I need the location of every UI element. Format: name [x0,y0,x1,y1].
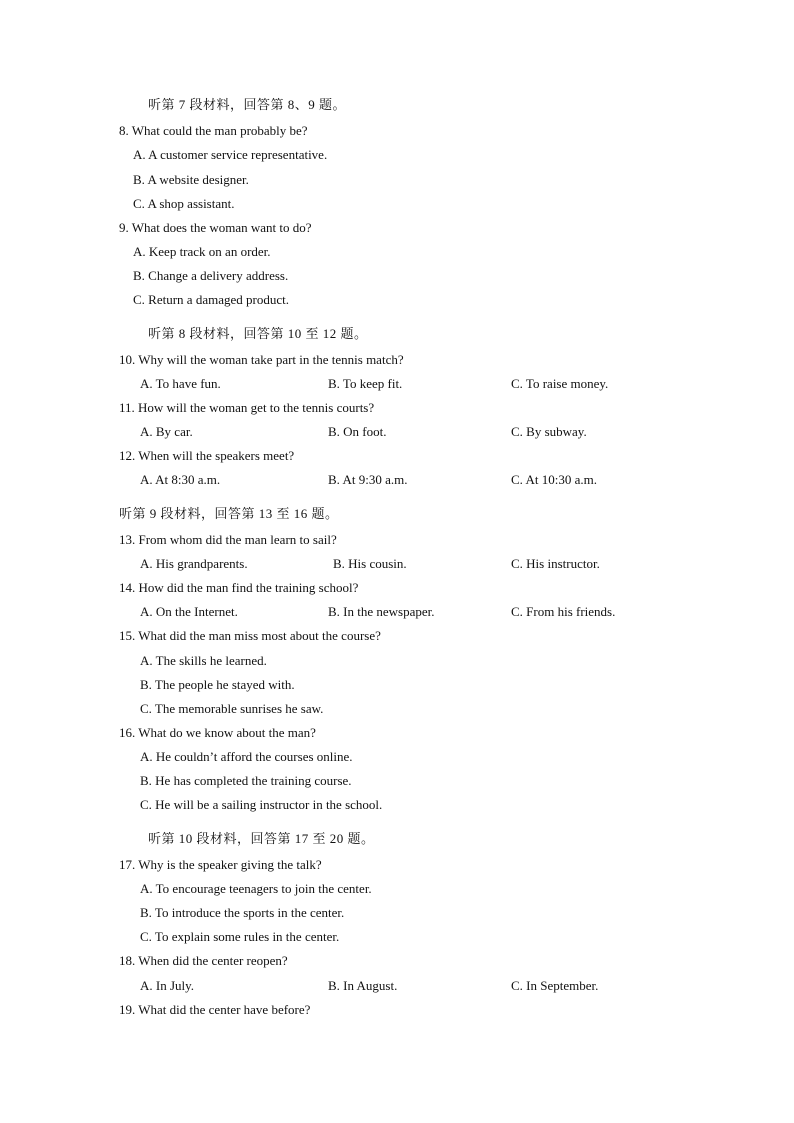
answer-option: C. At 10:30 a.m. [511,472,597,487]
answer-option: A. A customer service representative. [133,147,328,162]
answer-option: C. The memorable sunrises he saw. [140,701,324,716]
answer-option: A. To encourage teenagers to join the center. [140,881,372,896]
answer-option: A. In July. [140,978,195,993]
section-header: 听第 7 段材料，回答第 8、9 题。 [148,97,347,112]
answer-option: C. From his friends. [511,604,616,619]
question-text: 8. What could the man probably be? [119,123,308,138]
answer-option: B. Change a delivery address. [133,268,289,283]
answer-option: C. By subway. [511,424,587,439]
answer-option: C. Return a damaged product. [133,292,289,307]
answer-option: B. To introduce the sports in the center. [140,905,345,920]
question-text: 13. From whom did the man learn to sail? [119,532,337,547]
answer-option: B. On foot. [328,424,387,439]
question-text: 10. Why will the woman take part in the tennis match? [119,352,404,367]
answer-option: A. At 8:30 a.m. [140,472,221,487]
question-text: 14. How did the man find the training school? [119,580,359,595]
answer-option: B. At 9:30 a.m. [328,472,408,487]
answer-option: A. On the Internet. [140,604,238,619]
question-text: 16. What do we know about the man? [119,725,316,740]
answer-option: B. The people he stayed with. [140,677,295,692]
answer-option: B. A website designer. [133,172,249,187]
section-header: 听第 10 段材料，回答第 17 至 20 题。 [148,831,375,846]
answer-option: A. His grandparents. [140,556,248,571]
section-header: 听第 8 段材料，回答第 10 至 12 题。 [148,326,368,341]
answer-option: C. He will be a sailing instructor in the school. [140,797,383,812]
answer-option: B. In August. [328,978,398,993]
section-header: 听第 9 段材料，回答第 13 至 16 题。 [119,506,339,521]
question-text: 11. How will the woman get to the tennis courts? [119,400,375,415]
answer-option: A. Keep track on an order. [133,244,271,259]
answer-option: B. In the newspaper. [328,604,435,619]
answer-option: A. He couldn’t afford the courses online. [140,749,353,764]
answer-option: B. His cousin. [333,556,407,571]
answer-option: C. To raise money. [511,376,609,391]
question-text: 17. Why is the speaker giving the talk? [119,857,322,872]
answer-option: C. To explain some rules in the center. [140,929,340,944]
answer-option: B. To keep fit. [328,376,403,391]
answer-option: C. His instructor. [511,556,600,571]
answer-option: C. In September. [511,978,599,993]
answer-option: B. He has completed the training course. [140,773,352,788]
question-text: 9. What does the woman want to do? [119,220,312,235]
answer-option: A. By car. [140,424,193,439]
answer-option: C. A shop assistant. [133,196,235,211]
question-text: 12. When will the speakers meet? [119,448,295,463]
question-text: 19. What did the center have before? [119,1002,311,1017]
answer-option: A. The skills he learned. [140,653,267,668]
question-text: 18. When did the center reopen? [119,953,288,968]
answer-option: A. To have fun. [140,376,221,391]
question-text: 15. What did the man miss most about the course? [119,628,381,643]
